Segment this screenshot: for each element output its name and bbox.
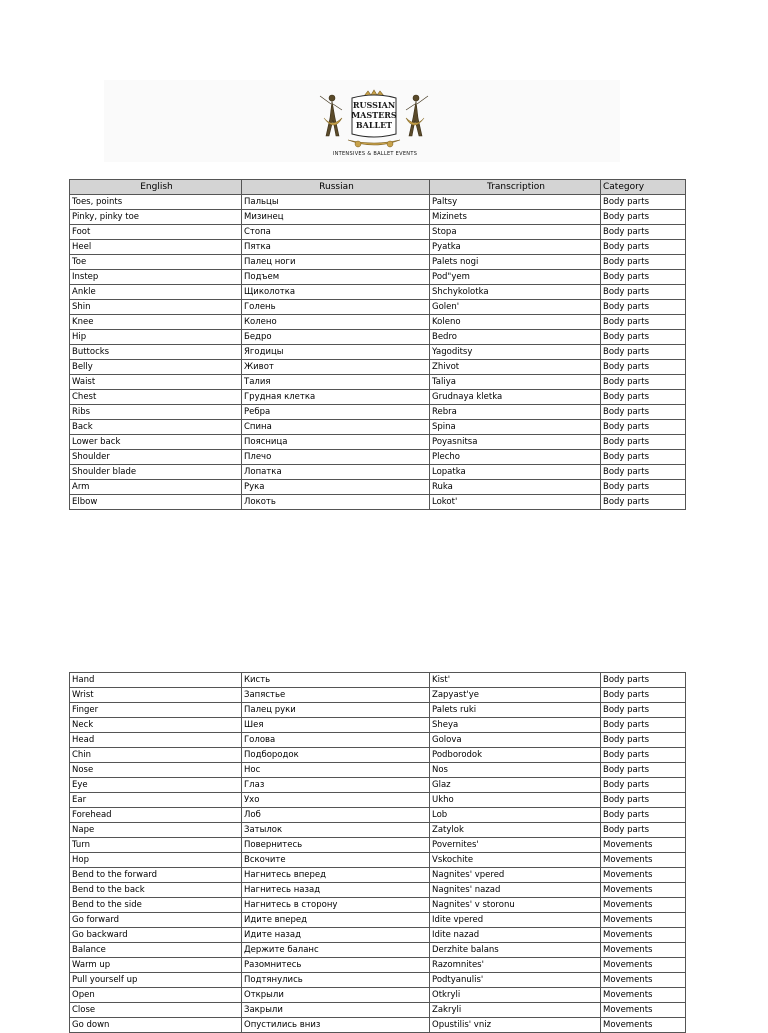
cell-category: Body parts: [601, 435, 686, 450]
cell-russian: Вскочите: [242, 853, 430, 868]
cell-russian: Держите баланс: [242, 943, 430, 958]
cell-category: Body parts: [601, 225, 686, 240]
cell-transcription: Ukho: [430, 793, 601, 808]
cell-transcription: Podtyanulis': [430, 973, 601, 988]
cell-category: Body parts: [601, 195, 686, 210]
logo-line-3: BALLET: [355, 120, 393, 130]
cell-russian: Лоб: [242, 808, 430, 823]
cell-category: Movements: [601, 943, 686, 958]
table-row: [70, 868, 686, 883]
cell-transcription: Nagnites' vpered: [430, 868, 601, 883]
cell-russian: Голень: [242, 300, 430, 315]
cell-category: Movements: [601, 1018, 686, 1033]
table-row: [70, 285, 686, 300]
cell-english: Turn: [70, 838, 242, 853]
cell-english: Instep: [70, 270, 242, 285]
cell-russian: Ягодицы: [242, 345, 430, 360]
cell-english: Foot: [70, 225, 242, 240]
cell-transcription: Mizinets: [430, 210, 601, 225]
cell-russian: Живот: [242, 360, 430, 375]
cell-english: Elbow: [70, 495, 242, 510]
table-row: [70, 255, 686, 270]
cell-category: Body parts: [601, 748, 686, 763]
cell-english: Ankle: [70, 285, 242, 300]
cell-transcription: Podborodok: [430, 748, 601, 763]
cell-category: Body parts: [601, 240, 686, 255]
cell-english: Nape: [70, 823, 242, 838]
cell-category: Body parts: [601, 495, 686, 510]
vocabulary-table-1: [69, 179, 686, 510]
cell-category: Body parts: [601, 255, 686, 270]
table-row: [70, 420, 686, 435]
cell-russian: Шея: [242, 718, 430, 733]
cell-category: Body parts: [601, 823, 686, 838]
cell-category: Body parts: [601, 300, 686, 315]
table-row: [70, 793, 686, 808]
cell-category: Movements: [601, 883, 686, 898]
cell-transcription: Plecho: [430, 450, 601, 465]
cell-english: Buttocks: [70, 345, 242, 360]
cell-english: Balance: [70, 943, 242, 958]
cell-transcription: Palets ruki: [430, 703, 601, 718]
table-row: [70, 270, 686, 285]
cell-english: Pull yourself up: [70, 973, 242, 988]
cell-english: Go backward: [70, 928, 242, 943]
cell-transcription: Spina: [430, 420, 601, 435]
table-row: [70, 688, 686, 703]
cell-russian: Талия: [242, 375, 430, 390]
table-row: [70, 703, 686, 718]
cell-transcription: Lokot': [430, 495, 601, 510]
table-row: [70, 345, 686, 360]
table-row: [70, 210, 686, 225]
cell-english: Wrist: [70, 688, 242, 703]
cell-category: Body parts: [601, 480, 686, 495]
table-row: [70, 883, 686, 898]
cell-transcription: Shchykolotka: [430, 285, 601, 300]
cell-category: Body parts: [601, 793, 686, 808]
cell-english: Eye: [70, 778, 242, 793]
cell-english: Head: [70, 733, 242, 748]
cell-transcription: Sheya: [430, 718, 601, 733]
cell-russian: Идите назад: [242, 928, 430, 943]
cell-category: Body parts: [601, 450, 686, 465]
header-english: English: [70, 180, 242, 195]
cell-transcription: Derzhite balans: [430, 943, 601, 958]
header-category: Category: [601, 180, 686, 195]
cell-category: Movements: [601, 988, 686, 1003]
cell-transcription: Koleno: [430, 315, 601, 330]
cell-transcription: Bedro: [430, 330, 601, 345]
cell-russian: Спина: [242, 420, 430, 435]
cell-transcription: Pyatka: [430, 240, 601, 255]
cell-transcription: Paltsy: [430, 195, 601, 210]
cell-transcription: Otkryli: [430, 988, 601, 1003]
cell-english: Shin: [70, 300, 242, 315]
cell-english: Open: [70, 988, 242, 1003]
cell-transcription: Yagoditsy: [430, 345, 601, 360]
cell-transcription: Palets nogi: [430, 255, 601, 270]
cell-russian: Подтянулись: [242, 973, 430, 988]
cell-russian: Повернитесь: [242, 838, 430, 853]
cell-transcription: Idite nazad: [430, 928, 601, 943]
cell-category: Movements: [601, 1003, 686, 1018]
cell-russian: Локоть: [242, 495, 430, 510]
cell-russian: Закрыли: [242, 1003, 430, 1018]
cell-english: Hand: [70, 673, 242, 688]
cell-english: Hop: [70, 853, 242, 868]
cell-transcription: Glaz: [430, 778, 601, 793]
cell-english: Finger: [70, 703, 242, 718]
table-row: [70, 315, 686, 330]
cell-russian: Пальцы: [242, 195, 430, 210]
cell-english: Ribs: [70, 405, 242, 420]
cell-category: Body parts: [601, 703, 686, 718]
header-transcription: Transcription: [430, 180, 601, 195]
cell-transcription: Idite vpered: [430, 913, 601, 928]
cell-english: Arm: [70, 480, 242, 495]
table-row: [70, 778, 686, 793]
table-row: [70, 465, 686, 480]
cell-category: Body parts: [601, 405, 686, 420]
cell-category: Body parts: [601, 270, 686, 285]
table-row: [70, 1003, 686, 1018]
russian-masters-ballet-logo: [318, 88, 430, 158]
cell-category: Movements: [601, 898, 686, 913]
cell-transcription: Razomnites': [430, 958, 601, 973]
cell-transcription: Stopa: [430, 225, 601, 240]
cell-russian: Грудная клетка: [242, 390, 430, 405]
table-row: [70, 988, 686, 1003]
table-row: [70, 240, 686, 255]
cell-transcription: Grudnaya kletka: [430, 390, 601, 405]
table-row: [70, 300, 686, 315]
table-row: [70, 480, 686, 495]
table-row: [70, 225, 686, 240]
cell-russian: Идите вперед: [242, 913, 430, 928]
cell-category: Body parts: [601, 465, 686, 480]
cell-english: Close: [70, 1003, 242, 1018]
cell-transcription: Ruka: [430, 480, 601, 495]
cell-transcription: Zakryli: [430, 1003, 601, 1018]
cell-transcription: Golen': [430, 300, 601, 315]
table-row: [70, 748, 686, 763]
table-row: [70, 898, 686, 913]
table-row: [70, 958, 686, 973]
cell-transcription: Nagnites' v storonu: [430, 898, 601, 913]
cell-english: Toes, points: [70, 195, 242, 210]
table-row: [70, 673, 686, 688]
cell-russian: Нагнитесь назад: [242, 883, 430, 898]
cell-transcription: Zhivot: [430, 360, 601, 375]
cell-transcription: Zatylok: [430, 823, 601, 838]
cell-transcription: Taliya: [430, 375, 601, 390]
cell-english: Ear: [70, 793, 242, 808]
cell-russian: Нагнитесь в сторону: [242, 898, 430, 913]
cell-english: Bend to the back: [70, 883, 242, 898]
table-row: [70, 495, 686, 510]
cell-english: Hip: [70, 330, 242, 345]
cell-english: Belly: [70, 360, 242, 375]
cell-russian: Разомнитесь: [242, 958, 430, 973]
vocabulary-table-2: [69, 672, 686, 1033]
cell-category: Body parts: [601, 390, 686, 405]
cell-transcription: Rebra: [430, 405, 601, 420]
cell-category: Body parts: [601, 808, 686, 823]
cell-transcription: Zapyast'ye: [430, 688, 601, 703]
cell-transcription: Golova: [430, 733, 601, 748]
table-row: [70, 195, 686, 210]
cell-russian: Щиколотка: [242, 285, 430, 300]
cell-russian: Глаз: [242, 778, 430, 793]
table-row: [70, 733, 686, 748]
cell-russian: Поясница: [242, 435, 430, 450]
cell-category: Body parts: [601, 345, 686, 360]
cell-transcription: Poyasnitsa: [430, 435, 601, 450]
cell-russian: Плечо: [242, 450, 430, 465]
cell-category: Movements: [601, 973, 686, 988]
cell-category: Body parts: [601, 673, 686, 688]
cell-russian: Опустились вниз: [242, 1018, 430, 1033]
cell-transcription: Lopatka: [430, 465, 601, 480]
cell-english: Go forward: [70, 913, 242, 928]
cell-russian: Нагнитесь вперед: [242, 868, 430, 883]
cell-english: Heel: [70, 240, 242, 255]
cell-category: Body parts: [601, 285, 686, 300]
cell-transcription: Vskochite: [430, 853, 601, 868]
table-row: [70, 913, 686, 928]
cell-category: Movements: [601, 853, 686, 868]
cell-english: Forehead: [70, 808, 242, 823]
cell-russian: Запястье: [242, 688, 430, 703]
cell-category: Body parts: [601, 718, 686, 733]
cell-category: Body parts: [601, 360, 686, 375]
logo-line-1: RUSSIAN: [352, 100, 396, 110]
logo-line-2: MASTERS: [351, 110, 397, 120]
cell-russian: Кисть: [242, 673, 430, 688]
cell-russian: Ухо: [242, 793, 430, 808]
table-row: [70, 435, 686, 450]
table-row: [70, 973, 686, 988]
cell-english: Bend to the forward: [70, 868, 242, 883]
cell-transcription: Nos: [430, 763, 601, 778]
cell-russian: Подъем: [242, 270, 430, 285]
cell-english: Neck: [70, 718, 242, 733]
cell-category: Body parts: [601, 763, 686, 778]
cell-english: Back: [70, 420, 242, 435]
cell-russian: Мизинец: [242, 210, 430, 225]
cell-russian: Колено: [242, 315, 430, 330]
cell-english: Lower back: [70, 435, 242, 450]
cell-category: Body parts: [601, 688, 686, 703]
table-row: [70, 330, 686, 345]
table-row: [70, 450, 686, 465]
cell-category: Body parts: [601, 210, 686, 225]
cell-category: Movements: [601, 928, 686, 943]
table-row: [70, 943, 686, 958]
table-row: [70, 823, 686, 838]
cell-english: Shoulder: [70, 450, 242, 465]
table-row: [70, 808, 686, 823]
cell-transcription: Nagnites' nazad: [430, 883, 601, 898]
cell-english: Chin: [70, 748, 242, 763]
cell-category: Movements: [601, 868, 686, 883]
table-row: [70, 838, 686, 853]
cell-transcription: Lob: [430, 808, 601, 823]
cell-russian: Лопатка: [242, 465, 430, 480]
cell-russian: Голова: [242, 733, 430, 748]
cell-category: Movements: [601, 913, 686, 928]
cell-english: Warm up: [70, 958, 242, 973]
cell-russian: Рука: [242, 480, 430, 495]
cell-russian: Открыли: [242, 988, 430, 1003]
cell-english: Waist: [70, 375, 242, 390]
cell-category: Body parts: [601, 778, 686, 793]
table-row: [70, 360, 686, 375]
cell-russian: Подбородок: [242, 748, 430, 763]
cell-category: Body parts: [601, 330, 686, 345]
table-row: [70, 1018, 686, 1033]
cell-english: Bend to the side: [70, 898, 242, 913]
cell-russian: Ребра: [242, 405, 430, 420]
cell-english: Nose: [70, 763, 242, 778]
table-row: [70, 405, 686, 420]
cell-russian: Палец руки: [242, 703, 430, 718]
cell-russian: Стопа: [242, 225, 430, 240]
header-russian: Russian: [242, 180, 430, 195]
table-row: [70, 853, 686, 868]
cell-transcription: Opustilis' vniz: [430, 1018, 601, 1033]
cell-russian: Затылок: [242, 823, 430, 838]
cell-english: Pinky, pinky toe: [70, 210, 242, 225]
cell-english: Chest: [70, 390, 242, 405]
cell-english: Toe: [70, 255, 242, 270]
cell-english: Go down: [70, 1018, 242, 1033]
table-header-row: [70, 180, 686, 195]
cell-category: Body parts: [601, 733, 686, 748]
cell-russian: Палец ноги: [242, 255, 430, 270]
cell-category: Body parts: [601, 315, 686, 330]
cell-transcription: Kist': [430, 673, 601, 688]
cell-english: Shoulder blade: [70, 465, 242, 480]
table-row: [70, 375, 686, 390]
cell-category: Body parts: [601, 375, 686, 390]
cell-transcription: Povernites': [430, 838, 601, 853]
cell-transcription: Pod"yem: [430, 270, 601, 285]
cell-russian: Бедро: [242, 330, 430, 345]
cell-category: Movements: [601, 838, 686, 853]
table-row: [70, 718, 686, 733]
table-row: [70, 763, 686, 778]
cell-russian: Пятка: [242, 240, 430, 255]
cell-category: Movements: [601, 958, 686, 973]
cell-category: Body parts: [601, 420, 686, 435]
logo-tagline: INTENSIVES & BALLET EVENTS: [332, 151, 418, 157]
cell-english: Knee: [70, 315, 242, 330]
table-row: [70, 390, 686, 405]
table-row: [70, 928, 686, 943]
cell-russian: Нос: [242, 763, 430, 778]
